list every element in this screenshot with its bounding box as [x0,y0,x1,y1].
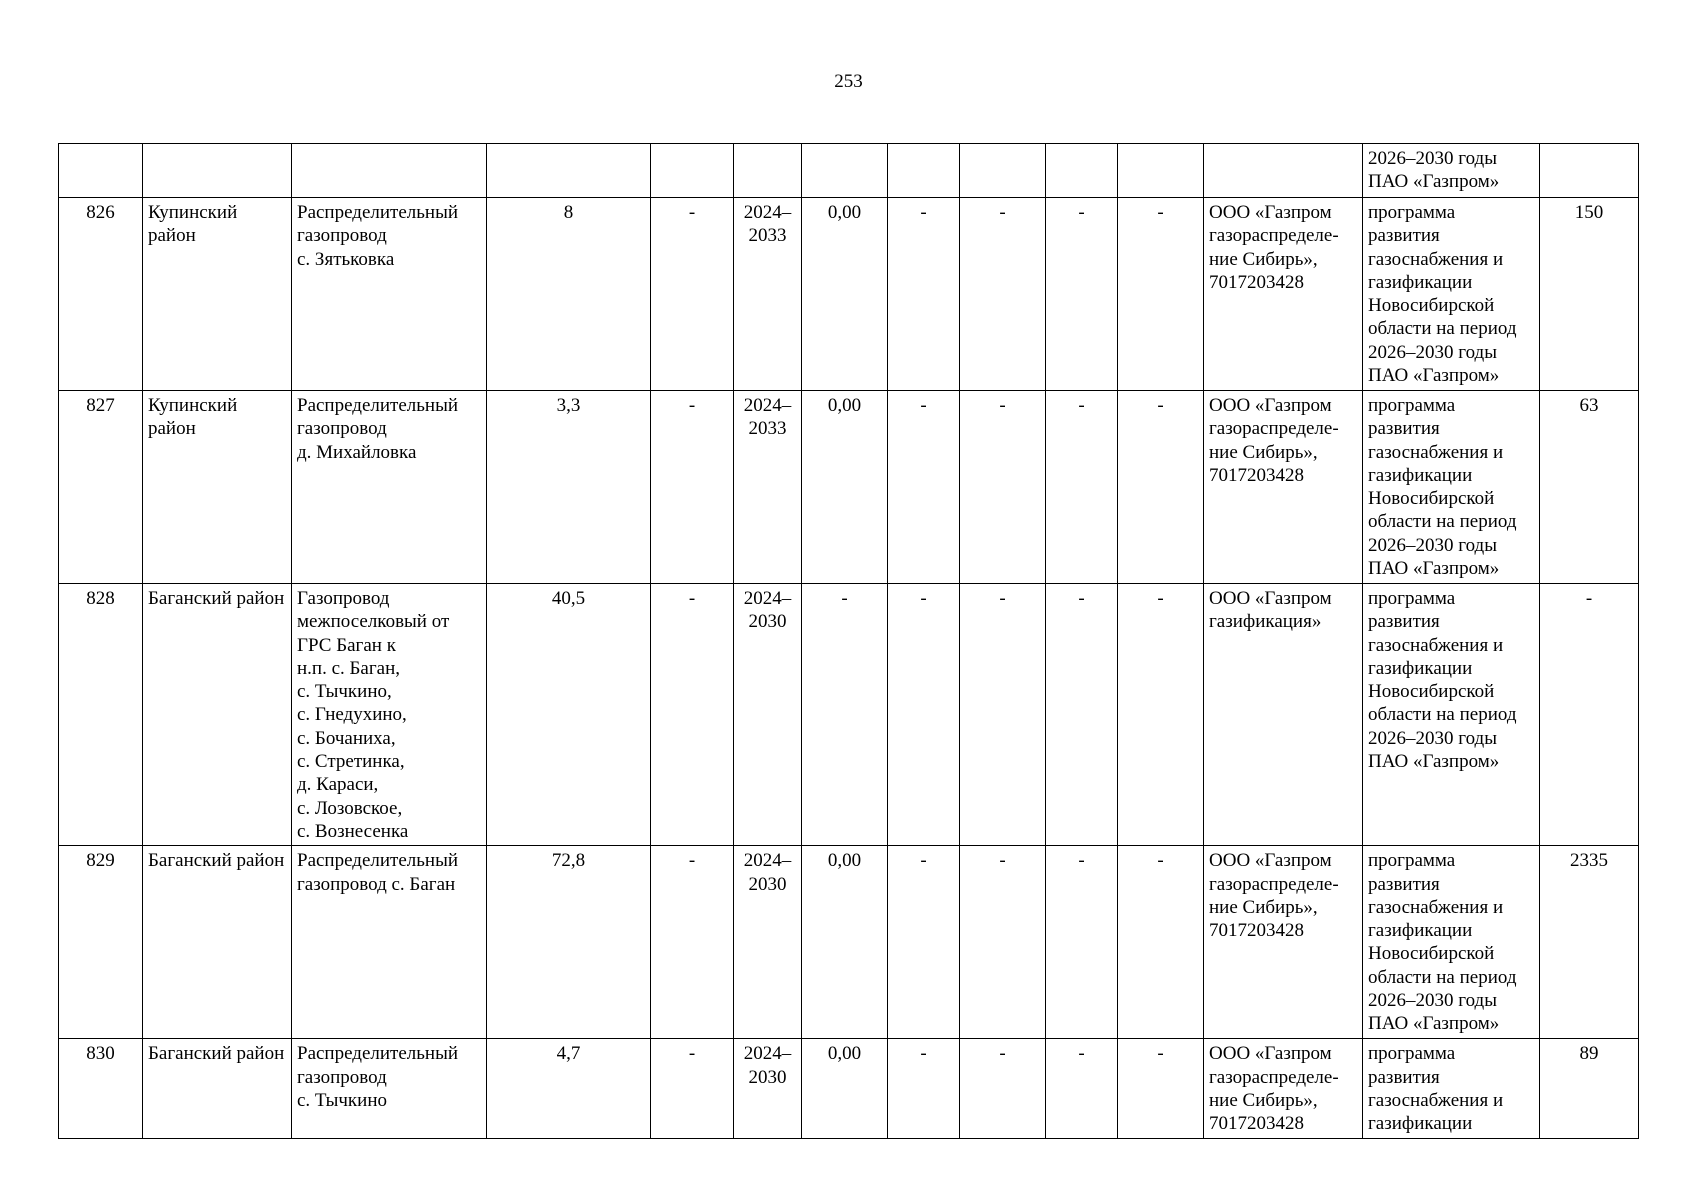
cell-program: программа развития газоснабжения и газификации Новосибирской области на период 2026–2030 годы ПАО «Газпром» [1363,584,1540,846]
cell-last: - [1540,584,1639,846]
cell-c8: - [888,1039,960,1139]
cell-c7: - [802,584,888,846]
cell-district: Баганский район [143,1039,292,1139]
cell-object: Газопровод межпоселковый от ГРС Баган к н.п. с. Баган, с. Тычкино, с. Гнедухино, с. Бочаниха, с. Стретинка, д. Караси, с. Лозовское, с. Вознесенка [292,584,487,846]
cell-program: программа развития газоснабжения и газификации [1363,1039,1540,1139]
cell-c10: - [1046,1039,1118,1139]
cell-c10 [1046,144,1118,198]
cell-org: ООО «Газпром газораспределе- ние Сибирь», 7017203428 [1204,1039,1363,1139]
cell-num [59,144,143,198]
table-row-continuation [59,144,1639,198]
cell-c8: - [888,846,960,1039]
cell-district: Баганский район [143,846,292,1039]
cell-period: 2024– 2033 [734,198,802,391]
cell-period: 2024– 2030 [734,846,802,1039]
cell-period: 2024– 2033 [734,391,802,584]
cell-c11: - [1118,846,1204,1039]
cell-object: Распределительный газопровод д. Михайловка [292,391,487,584]
cell-c9 [960,144,1046,198]
cell-district [143,144,292,198]
cell-last: 63 [1540,391,1639,584]
cell-c10: - [1046,846,1118,1039]
cell-program: программа развития газоснабжения и газификации Новосибирской области на период 2026–2030 годы ПАО «Газпром» [1363,846,1540,1039]
table-row [59,846,1639,1039]
cell-program: программа развития газоснабжения и газификации Новосибирской области на период 2026–2030 годы ПАО «Газпром» [1363,198,1540,391]
cell-c11 [1118,144,1204,198]
cell-last [1540,144,1639,198]
cell-object [292,144,487,198]
table-row [59,198,1639,391]
cell-last: 150 [1540,198,1639,391]
cell-c7: 0,00 [802,198,888,391]
cell-num: 829 [59,846,143,1039]
table-row [59,391,1639,584]
cell-c7 [802,144,888,198]
cell-period: 2024– 2030 [734,584,802,846]
cell-district: Купинский район [143,198,292,391]
cell-program: 2026–2030 годы ПАО «Газпром» [1363,144,1540,198]
cell-c10: - [1046,391,1118,584]
cell-c5 [651,144,734,198]
cell-org: ООО «Газпром газораспределе- ние Сибирь», 7017203428 [1204,391,1363,584]
cell-c7: 0,00 [802,391,888,584]
cell-c9: - [960,391,1046,584]
cell-length: 3,3 [487,391,651,584]
cell-last: 89 [1540,1039,1639,1139]
cell-c11: - [1118,1039,1204,1139]
cell-length: 72,8 [487,846,651,1039]
cell-c9: - [960,1039,1046,1139]
cell-c10: - [1046,198,1118,391]
cell-c10: - [1046,584,1118,846]
cell-org: ООО «Газпром газификация» [1204,584,1363,846]
cell-c5: - [651,391,734,584]
cell-last: 2335 [1540,846,1639,1039]
cell-c9: - [960,584,1046,846]
cell-length [487,144,651,198]
cell-object: Распределительный газопровод с. Тычкино [292,1039,487,1139]
cell-c8: - [888,391,960,584]
cell-c5: - [651,1039,734,1139]
cell-org: ООО «Газпром газораспределе- ние Сибирь», 7017203428 [1204,846,1363,1039]
cell-org [1204,144,1363,198]
cell-period: 2024– 2030 [734,1039,802,1139]
cell-c8 [888,144,960,198]
cell-c5: - [651,584,734,846]
cell-c5: - [651,846,734,1039]
cell-length: 4,7 [487,1039,651,1139]
cell-length: 40,5 [487,584,651,846]
cell-num: 827 [59,391,143,584]
cell-c9: - [960,846,1046,1039]
cell-object: Распределительный газопровод с. Баган [292,846,487,1039]
cell-c7: 0,00 [802,846,888,1039]
page-number: 253 [834,71,863,92]
table-row [59,1039,1639,1139]
cell-num: 826 [59,198,143,391]
table-row [59,584,1639,846]
cell-c9: - [960,198,1046,391]
cell-c11: - [1118,391,1204,584]
cell-c8: - [888,198,960,391]
cell-c7: 0,00 [802,1039,888,1139]
cell-program: программа развития газоснабжения и газификации Новосибирской области на период 2026–2030 годы ПАО «Газпром» [1363,391,1540,584]
data-table [58,143,1639,1139]
cell-c11: - [1118,198,1204,391]
cell-period [734,144,802,198]
cell-length: 8 [487,198,651,391]
cell-c5: - [651,198,734,391]
cell-c11: - [1118,584,1204,846]
cell-num: 828 [59,584,143,846]
cell-district: Баганский район [143,584,292,846]
cell-num: 830 [59,1039,143,1139]
cell-district: Купинский район [143,391,292,584]
cell-object: Распределительный газопровод с. Зятьковка [292,198,487,391]
cell-org: ООО «Газпром газораспределе- ние Сибирь», 7017203428 [1204,198,1363,391]
cell-c8: - [888,584,960,846]
